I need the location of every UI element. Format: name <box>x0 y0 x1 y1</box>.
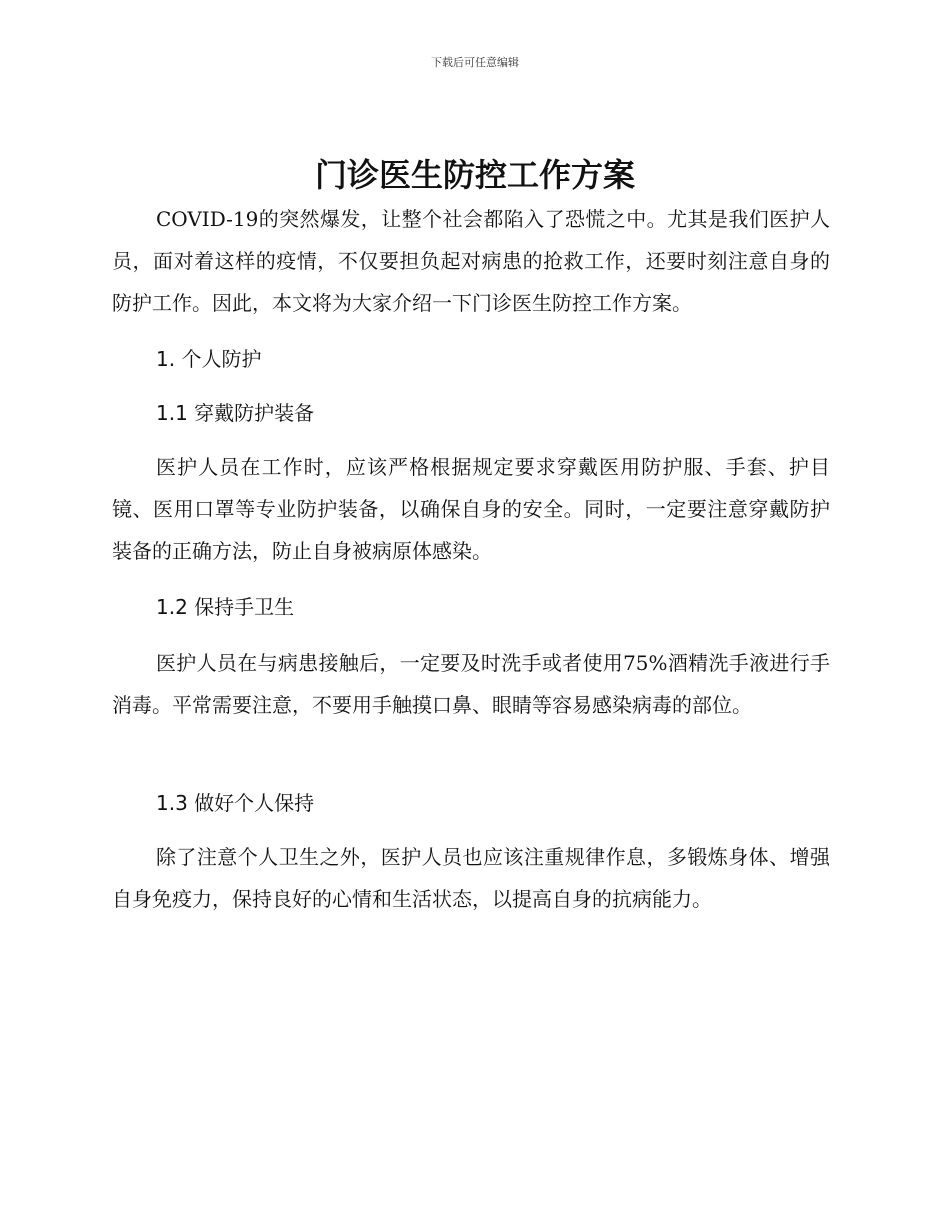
section-paragraph-protective-equipment: 医护人员在工作时，应该严格根据规定要求穿戴医用防护服、手套、护目镜、医用口罩等专业防护装备，以确保自身的安全。同时，一定要注意穿戴防护装备的正确方法，防止自身被病原体感染。 <box>112 455 830 563</box>
section-heading-hand-hygiene: 1.2 保持手卫生 <box>156 595 295 619</box>
section-heading-protective-equipment: 1.1 穿戴防护装备 <box>156 401 315 425</box>
intro-paragraph: COVID-19的突然爆发，让整个社会都陷入了恐慌之中。尤其是我们医护人员，面对着这样的疫情，不仅要担负起对病患的抢救工作，还要时刻注意自身的防护工作。因此，本文将为大家介绍一下门诊医生防控工作方案。 <box>112 207 830 315</box>
section-paragraph-personal-care: 除了注意个人卫生之外，医护人员也应该注重规律作息，多锻炼身体、增强自身免疫力，保持良好的心情和生活状态，以提高自身的抗病能力。 <box>112 845 830 911</box>
section-paragraph-hand-hygiene: 医护人员在与病患接触后，一定要及时洗手或者使用75%酒精洗手液进行手消毒。平常需要注意，不要用手触摸口鼻、眼睛等容易感染病毒的部位。 <box>112 651 830 717</box>
header-note: 下载后可任意编辑 <box>431 56 519 69</box>
document-title: 门诊医生防控工作方案 <box>314 156 635 194</box>
section-heading-personal-protection: 1. 个人防护 <box>156 347 262 371</box>
section-heading-personal-care: 1.3 做好个人保持 <box>156 791 315 815</box>
